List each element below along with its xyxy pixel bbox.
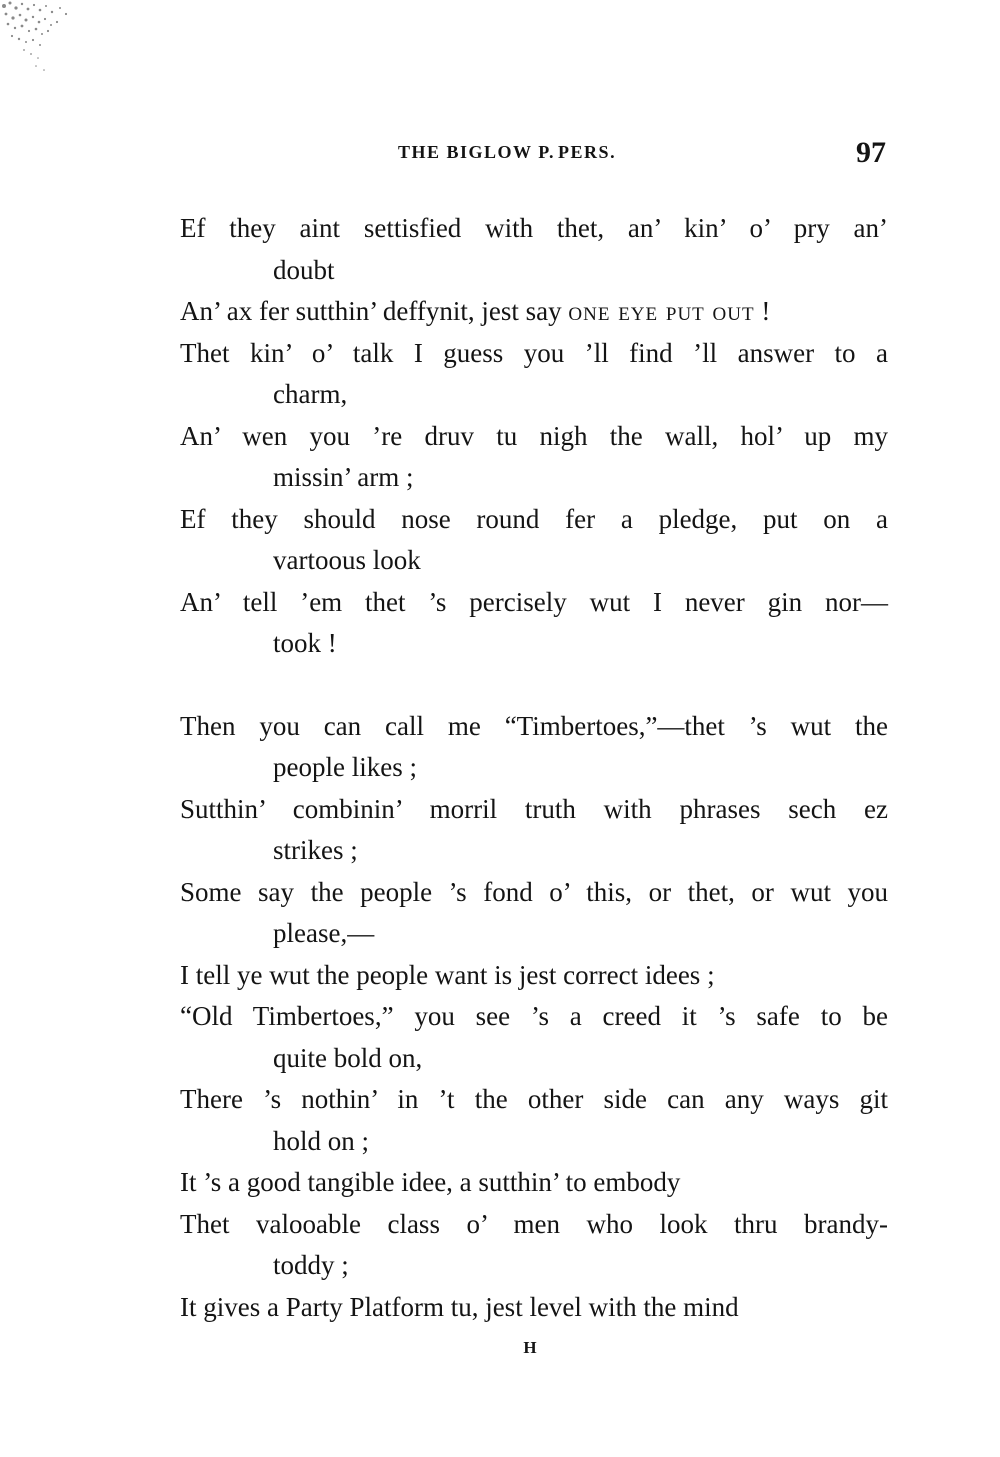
verse-line xyxy=(180,1162,888,1204)
stanza xyxy=(180,208,888,665)
poem-body xyxy=(180,208,888,1328)
verse-line-text: Then you can call me “Timbertoes,”—thet ’s wut the xyxy=(180,710,888,741)
stanza xyxy=(180,706,888,1329)
verse-line xyxy=(180,1204,888,1246)
verse-line xyxy=(180,499,888,541)
verse-line xyxy=(180,872,888,914)
verse-line xyxy=(180,291,888,333)
verse-continuation: people likes ; xyxy=(273,752,417,782)
verse-continuation: quite bold on, xyxy=(273,1042,423,1073)
verse-line xyxy=(180,955,888,997)
verse-line xyxy=(180,416,888,458)
verse-line-text: Sutthin’ combinin’ morril truth with phrases sech ez xyxy=(180,793,888,824)
verse-line xyxy=(180,333,888,375)
verse-line-text: It ’s a good tangible idee, a sutthin’ to embody xyxy=(180,1167,681,1197)
running-title: THE BIGLOW P. PERS. xyxy=(398,142,617,162)
verse-line-text: It gives a Party Platform tu, jest level with the mind xyxy=(180,1291,739,1322)
small-caps-phrase: one eye put out xyxy=(568,296,755,326)
page-header xyxy=(180,136,886,176)
verse-continuation: toddy ; xyxy=(273,1250,349,1280)
page-number: 97 xyxy=(856,136,886,169)
scan-speckle-decoration xyxy=(0,0,80,80)
verse-line-text: Ef they aint settisfied with thet, an’ kin’ o’ pry an’ xyxy=(180,213,888,243)
verse-continuation: took ! xyxy=(273,628,337,658)
verse-line xyxy=(180,996,888,1038)
signature-mark: H xyxy=(523,1338,537,1357)
verse-line xyxy=(180,208,888,250)
verse-line xyxy=(180,1079,888,1121)
verse-line xyxy=(180,1287,888,1329)
verse-line-text: Thet valooable class o’ men who look thru brandy- xyxy=(180,1208,888,1239)
verse-line-text: There ’s nothin’ in ’t the other side can any ways git xyxy=(180,1084,888,1114)
verse-line-text: An’ ax fer sutthin’ deffynit, jest say xyxy=(180,296,569,326)
verse-line-text: I tell ye wut the people want is jest correct idees ; xyxy=(180,959,715,990)
verse-continuation: strikes ; xyxy=(273,835,358,865)
verse-continuation: missin’ arm ; xyxy=(273,462,414,492)
verse-continuation: vartoous look xyxy=(273,545,421,575)
verse-continuation: doubt xyxy=(273,254,335,285)
verse-line xyxy=(180,789,888,831)
verse-continuation: hold on ; xyxy=(273,1125,370,1156)
verse-line-text: An’ tell ’em thet ’s percisely wut I never gin nor— xyxy=(180,586,888,617)
verse-line xyxy=(180,706,888,748)
verse-continuation: charm, xyxy=(273,379,348,409)
verse-line-end: ! xyxy=(754,296,771,326)
verse-line-text: “Old Timbertoes,” you see ’s a creed it ’s safe to be xyxy=(180,1001,888,1031)
verse-line-text: Some say the people ’s fond o’ this, or thet, or wut you xyxy=(180,876,888,907)
verse-line-text: Thet kin’ o’ talk I guess you ’ll find ’ll answer to a xyxy=(180,337,888,368)
verse-line xyxy=(180,582,888,624)
verse-continuation: please,— xyxy=(273,918,375,948)
verse-line-text: Ef they should nose round fer a pledge, put on a xyxy=(180,503,888,534)
verse-line-text: An’ wen you ’re druv tu nigh the wall, hol’ up my xyxy=(180,420,888,451)
